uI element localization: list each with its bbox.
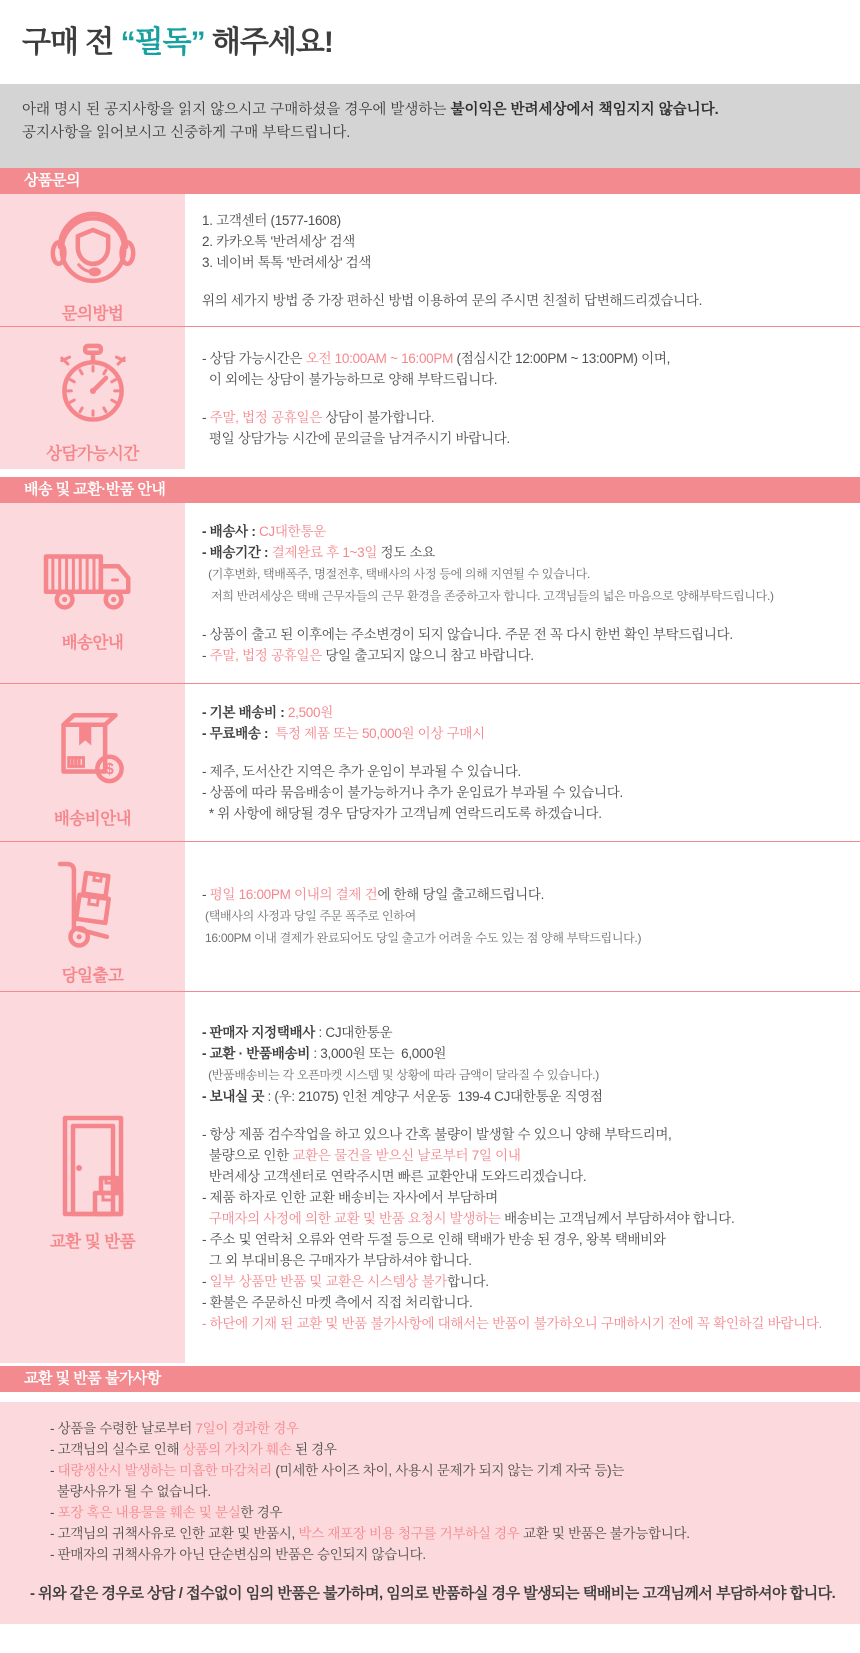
shipping-info-content [185, 503, 860, 683]
text-line: - 항상 제품 검수작업을 하고 있으나 간혹 불량이 발생할 수 있으니 양해 부탁드리며, [202, 1126, 672, 1142]
row-label-exchange-return: 교환 및 반품 [49, 1232, 136, 1251]
text-line: - 무료배송 : 특정 제품 또는 50,000원 이상 구매시 [202, 725, 485, 741]
text-line: - 기본 배송비 : 2,500원 [202, 704, 333, 720]
inquiry-method-content [185, 194, 860, 326]
text-line: - 교환 · 반품배송비 : 3,000원 또는 6,000원 [202, 1045, 447, 1061]
text-line: - 배송기간 : 결제완료 후 1~3일 정도 소요 [202, 544, 435, 560]
row-consult-hours [0, 326, 860, 469]
title-prefix: 구매 전 [22, 26, 121, 59]
notice-line-1-bold: 불이익은 반려세상에서 책임지지 않습니다. [450, 102, 719, 118]
stopwatch-icon [41, 332, 145, 436]
line-spacer [202, 390, 850, 407]
text-line: 이 외에는 상담이 불가능하므로 양해 부탁드립니다. [202, 371, 498, 387]
text-line: * 위 사항에 해당될 경우 담당자가 고객님께 연락드리도록 하겠습니다. [202, 805, 602, 821]
section-header-inquiry: 상품문의 [0, 168, 860, 194]
same-day-ship-content [185, 842, 860, 991]
text-line: - 판매자 지정택배사 : CJ대한통운 [202, 1024, 393, 1040]
row-label-shipping-info: 배송안내 [61, 634, 124, 652]
text-line: - 고객님의 귀책사유로 인한 교환 및 반품시, 박스 재포장 비용 청구를 거부하실 경우 교환 및 반품은 불가능합니다. [50, 1526, 690, 1541]
text-line: - 평일 16:00PM 이내의 결제 건에 한해 당일 출고해드립니다. [202, 887, 545, 902]
handtruck-icon [41, 848, 145, 958]
consult-hours-icon-panel [0, 327, 185, 469]
row-same-day-ship [0, 841, 860, 991]
text-line: - 상담 가능시간은 오전 10:00AM ~ 16:00PM (점심시간 12:00PM ~ 13:00PM) 이며, [202, 350, 671, 366]
text-line: 저희 반려세상은 택배 근무자들의 근무 환경을 존중하고자 합니다. 고객님들의 넓은 마음으로 양해부탁드립니다.) [202, 588, 774, 603]
text-line: 3. 네이버 톡톡 '반려세상' 검색 [202, 254, 372, 270]
shipping-fee-icon-panel [0, 684, 185, 841]
notice-banner [0, 84, 860, 168]
exchange-return-content [185, 992, 860, 1363]
text-line: - 대량생산시 발생하는 미흡한 마감처리 (미세한 사이즈 차이, 사용시 문제가 되지 않는 기계 자국 등)는 [50, 1463, 625, 1478]
text-line: - 배송사 : CJ대한통운 [202, 523, 326, 539]
line-spacer [202, 607, 850, 624]
row-exchange-return [0, 991, 860, 1363]
text-line: - 상품에 따라 묶음배송이 불가능하거나 추가 운임료가 부과될 수 있습니다. [202, 784, 623, 800]
section-header-shipping: 배송 및 교환·반품 안내 [0, 477, 860, 503]
restrictions-footer: - 위와 같은 경우로 상담 / 접수없이 임의 반품은 불가하며, 임의로 반품하실 경우 발생되는 택배비는 고객님께서 부담하셔야 합니다. [30, 1585, 836, 1602]
text-line: 평일 상담가능 시간에 문의글을 남겨주시기 바랍니다. [202, 430, 510, 446]
svg-text:$: $ [104, 760, 114, 778]
truck-icon [34, 533, 152, 625]
shipping-fee-content [185, 684, 860, 841]
text-line: (택배사의 사정과 당일 주문 폭주로 인하여 [202, 909, 416, 923]
consult-hours-content [185, 327, 860, 469]
text-line: - 포장 혹은 내용물을 훼손 및 분실한 경우 [50, 1505, 283, 1520]
text-line: (반품배송비는 각 오픈마켓 시스템 및 상황에 따라 금액이 달라질 수 있습니다.) [202, 1067, 599, 1082]
text-line: - 상품을 수령한 날로부터 7일이 경과한 경우 [50, 1421, 299, 1436]
text-line: - 일부 상품만 반품 및 교환은 시스템상 불가합니다. [202, 1273, 489, 1289]
package-cost-icon [41, 697, 145, 801]
text-line: - 하단에 기재 된 교환 및 반품 불가사항에 대해서는 반품이 불가하오니 구매하시기 전에 꼭 확인하길 바랍니다. [202, 1315, 823, 1331]
headset-icon [39, 196, 147, 296]
text-line: 그 외 부대비용은 구매자가 부담하셔야 합니다. [202, 1252, 472, 1268]
text-line: 2. 카카오톡 '반려세상' 검색 [202, 233, 355, 249]
text-line: 불량사유가 될 수 없습니다. [50, 1484, 211, 1499]
text-line: 1. 고객센터 (1577-1608) [202, 212, 341, 228]
line-spacer [202, 273, 850, 290]
text-line: - 주말, 법정 공휴일은 상담이 불가합니다. [202, 409, 435, 425]
row-label-same-day-ship: 당일출고 [61, 966, 124, 985]
page-title [22, 26, 860, 61]
row-label-shipping-fee: 배송비안내 [53, 809, 132, 828]
page-header [0, 0, 860, 84]
text-line: - 주소 및 연락처 오류와 연락 두절 등으로 인해 택배가 반송 된 경우, 왕복 택배비와 [202, 1231, 666, 1247]
text-line: 구매자의 사정에 의한 교환 및 반품 요청시 발생하는 배송비는 고객님께서 부담하셔야 합니다. [202, 1210, 735, 1226]
text-line: - 주말, 법정 공휴일은 당일 출고되지 않으니 참고 바랍니다. [202, 647, 534, 663]
door-icon [43, 1104, 143, 1224]
exchange-return-icon-panel [0, 992, 185, 1363]
row-inquiry-method [0, 194, 860, 326]
text-line: 위의 세가지 방법 중 가장 편하신 방법 이용하여 문의 주시면 친절히 답변해드리겠습니다. [202, 292, 703, 308]
text-line: - 제품 하자로 인한 교환 배송비는 자사에서 부담하며 [202, 1189, 498, 1205]
text-line: - 판매자의 귀책사유가 아닌 단순변심의 반품은 승인되지 않습니다. [50, 1547, 426, 1562]
text-line: - 보내실 곳 : (우: 21075) 인천 계양구 서운동 139-4 CJ대한통운 직영점 [202, 1088, 603, 1104]
notice-line-1 [22, 99, 840, 122]
line-spacer [202, 744, 850, 761]
line-spacer [202, 1107, 850, 1124]
row-label-inquiry-method: 문의방법 [61, 305, 124, 323]
title-suffix: 해주세요! [204, 26, 333, 59]
text-line: (기후변화, 택배폭주, 명절전후, 택배사의 사정 등에 의해 지연될 수 있습니다. [202, 566, 590, 581]
text-line: 불량으로 인한 교환은 물건을 받으신 날로부터 7일 이내 [202, 1147, 521, 1163]
text-line: - 상품이 출고 된 이후에는 주소변경이 되지 않습니다. 주문 전 꼭 다시 한번 확인 부탁드립니다. [202, 626, 733, 642]
shipping-info-icon-panel [0, 503, 185, 683]
title-highlight: “필독” [120, 26, 205, 59]
notice-line-2: 공지사항을 읽어보시고 신중하게 구매 부탁드립니다. [22, 125, 351, 141]
text-line: - 고객님의 실수로 인해 상품의 가치가 훼손 된 경우 [50, 1442, 337, 1457]
same-day-ship-icon-panel [0, 842, 185, 991]
text-line: - 제주, 도서산간 지역은 추가 운임이 부과될 수 있습니다. [202, 763, 522, 779]
restrictions-panel [0, 1402, 860, 1624]
text-line: 16:00PM 이내 결제가 완료되어도 당일 출고가 어려울 수도 있는 점 양해 부탁드립니다.) [202, 931, 642, 945]
section-header-restrictions: 교환 및 반품 불가사항 [0, 1366, 860, 1392]
inquiry-method-icon-panel [0, 194, 185, 326]
notice-line-1-normal: 아래 명시 된 공지사항을 읽지 않으시고 구매하셨을 경우에 발생하는 [22, 102, 451, 118]
text-line: - 환불은 주문하신 마켓 측에서 직접 처리합니다. [202, 1294, 473, 1310]
restrictions-list [30, 1418, 840, 1565]
text-line: 반려세상 고객센터로 연락주시면 빠른 교환안내 도와드리겠습니다. [202, 1168, 587, 1184]
row-label-consult-hours: 상담가능시간 [46, 445, 139, 463]
row-shipping-fee [0, 683, 860, 841]
row-shipping-info [0, 503, 860, 683]
